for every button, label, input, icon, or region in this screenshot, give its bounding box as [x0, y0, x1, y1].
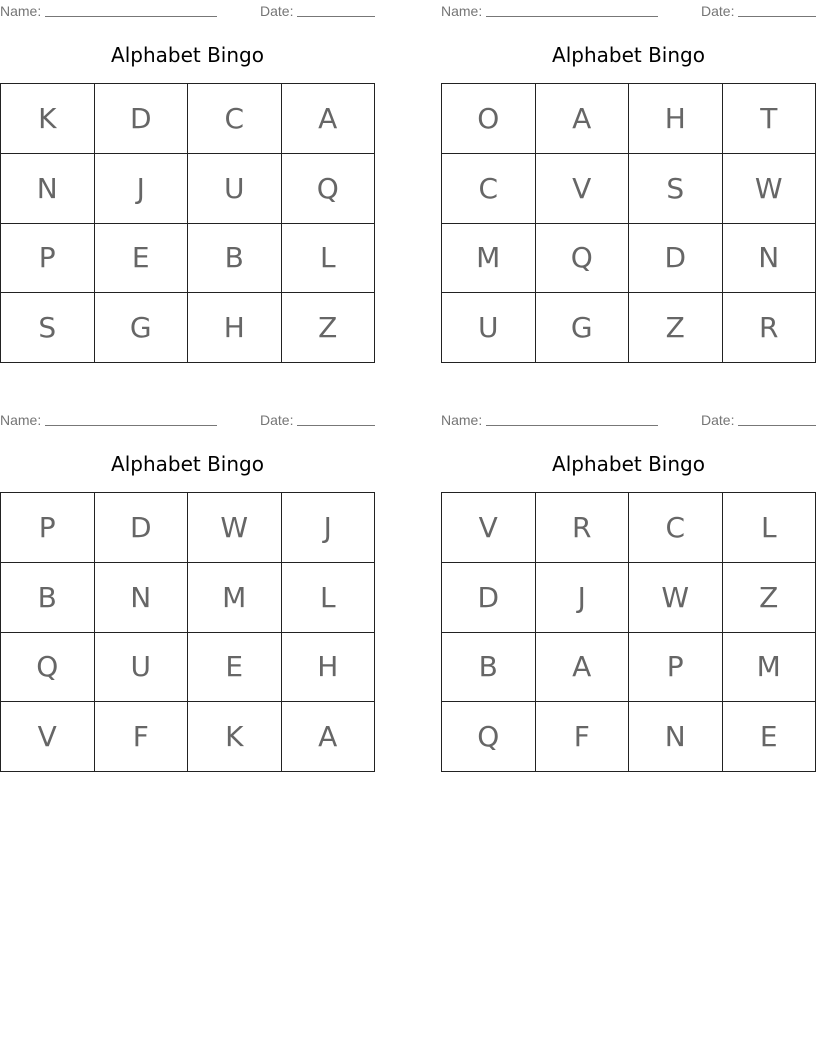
- bingo-cell[interactable]: C: [188, 84, 282, 154]
- name-label: Name:: [441, 412, 483, 428]
- date-label: Date:: [701, 412, 735, 428]
- bingo-cell[interactable]: D: [95, 493, 189, 563]
- date-label: Date:: [260, 412, 294, 428]
- bingo-cell[interactable]: H: [282, 633, 376, 703]
- name-field-line[interactable]: [45, 16, 217, 17]
- name-field-line[interactable]: [45, 425, 217, 426]
- bingo-cell[interactable]: N: [723, 224, 816, 294]
- bingo-cell[interactable]: T: [723, 84, 816, 154]
- bingo-cell[interactable]: A: [282, 702, 376, 772]
- bingo-cell[interactable]: S: [1, 293, 95, 363]
- bingo-grid: [0, 492, 375, 772]
- bingo-cell[interactable]: M: [723, 633, 816, 703]
- name-field-line[interactable]: [486, 425, 658, 426]
- bingo-grid: [441, 492, 816, 772]
- name-label: Name:: [441, 3, 483, 19]
- date-label: Date:: [260, 3, 294, 19]
- bingo-cell[interactable]: Q: [442, 702, 536, 772]
- name-date-row: [441, 409, 816, 431]
- bingo-cell[interactable]: F: [95, 702, 189, 772]
- date-field-line[interactable]: [738, 425, 816, 426]
- name-field-line[interactable]: [486, 16, 658, 17]
- bingo-cell[interactable]: Z: [282, 293, 376, 363]
- bingo-cell[interactable]: G: [95, 293, 189, 363]
- bingo-cell[interactable]: S: [629, 154, 723, 224]
- bingo-cell[interactable]: H: [629, 84, 723, 154]
- bingo-cell[interactable]: E: [723, 702, 816, 772]
- bingo-cell[interactable]: W: [188, 493, 282, 563]
- bingo-cell[interactable]: B: [188, 224, 282, 294]
- card-title: Alphabet Bingo: [111, 452, 264, 476]
- bingo-cell[interactable]: W: [723, 154, 816, 224]
- name-label: Name:: [0, 3, 42, 19]
- bingo-cell[interactable]: H: [188, 293, 282, 363]
- card-title: Alphabet Bingo: [111, 43, 264, 67]
- bingo-cell[interactable]: P: [1, 224, 95, 294]
- bingo-cell[interactable]: V: [1, 702, 95, 772]
- bingo-cell[interactable]: B: [1, 563, 95, 633]
- bingo-cell[interactable]: Z: [723, 563, 816, 633]
- name-label: Name:: [0, 412, 42, 428]
- bingo-cell[interactable]: N: [95, 563, 189, 633]
- date-field-line[interactable]: [297, 425, 375, 426]
- bingo-cell[interactable]: D: [629, 224, 723, 294]
- bingo-cell[interactable]: F: [536, 702, 630, 772]
- bingo-cell[interactable]: K: [1, 84, 95, 154]
- bingo-cell[interactable]: N: [1, 154, 95, 224]
- bingo-cell[interactable]: Q: [536, 224, 630, 294]
- bingo-cell[interactable]: E: [95, 224, 189, 294]
- bingo-cell[interactable]: U: [442, 293, 536, 363]
- bingo-cell[interactable]: W: [629, 563, 723, 633]
- bingo-cell[interactable]: J: [282, 493, 376, 563]
- bingo-cell[interactable]: G: [536, 293, 630, 363]
- bingo-cell[interactable]: R: [723, 293, 816, 363]
- bingo-cell[interactable]: O: [442, 84, 536, 154]
- bingo-cell[interactable]: J: [95, 154, 189, 224]
- card-title: Alphabet Bingo: [552, 452, 705, 476]
- name-date-row: [441, 0, 816, 22]
- bingo-cell[interactable]: A: [536, 84, 630, 154]
- bingo-cell[interactable]: U: [188, 154, 282, 224]
- bingo-cell[interactable]: Q: [1, 633, 95, 703]
- bingo-cell[interactable]: M: [442, 224, 536, 294]
- name-date-row: [0, 0, 375, 22]
- bingo-cell[interactable]: K: [188, 702, 282, 772]
- bingo-cell[interactable]: L: [723, 493, 816, 563]
- bingo-cell[interactable]: A: [536, 633, 630, 703]
- bingo-cell[interactable]: Z: [629, 293, 723, 363]
- bingo-cell[interactable]: Q: [282, 154, 376, 224]
- bingo-grid: [441, 83, 816, 363]
- bingo-cell[interactable]: D: [442, 563, 536, 633]
- bingo-cell[interactable]: V: [536, 154, 630, 224]
- bingo-cell[interactable]: P: [629, 633, 723, 703]
- bingo-cell[interactable]: J: [536, 563, 630, 633]
- date-field-line[interactable]: [738, 16, 816, 17]
- name-date-row: [0, 409, 375, 431]
- bingo-cell[interactable]: A: [282, 84, 376, 154]
- bingo-cell[interactable]: C: [442, 154, 536, 224]
- bingo-cell[interactable]: P: [1, 493, 95, 563]
- bingo-cell[interactable]: V: [442, 493, 536, 563]
- bingo-cell[interactable]: N: [629, 702, 723, 772]
- bingo-cell[interactable]: U: [95, 633, 189, 703]
- bingo-cell[interactable]: D: [95, 84, 189, 154]
- bingo-cell[interactable]: L: [282, 224, 376, 294]
- bingo-cell[interactable]: R: [536, 493, 630, 563]
- bingo-cell[interactable]: M: [188, 563, 282, 633]
- bingo-grid: [0, 83, 375, 363]
- bingo-cell[interactable]: L: [282, 563, 376, 633]
- date-label: Date:: [701, 3, 735, 19]
- card-title: Alphabet Bingo: [552, 43, 705, 67]
- bingo-cell[interactable]: E: [188, 633, 282, 703]
- date-field-line[interactable]: [297, 16, 375, 17]
- bingo-cell[interactable]: C: [629, 493, 723, 563]
- bingo-cell[interactable]: B: [442, 633, 536, 703]
